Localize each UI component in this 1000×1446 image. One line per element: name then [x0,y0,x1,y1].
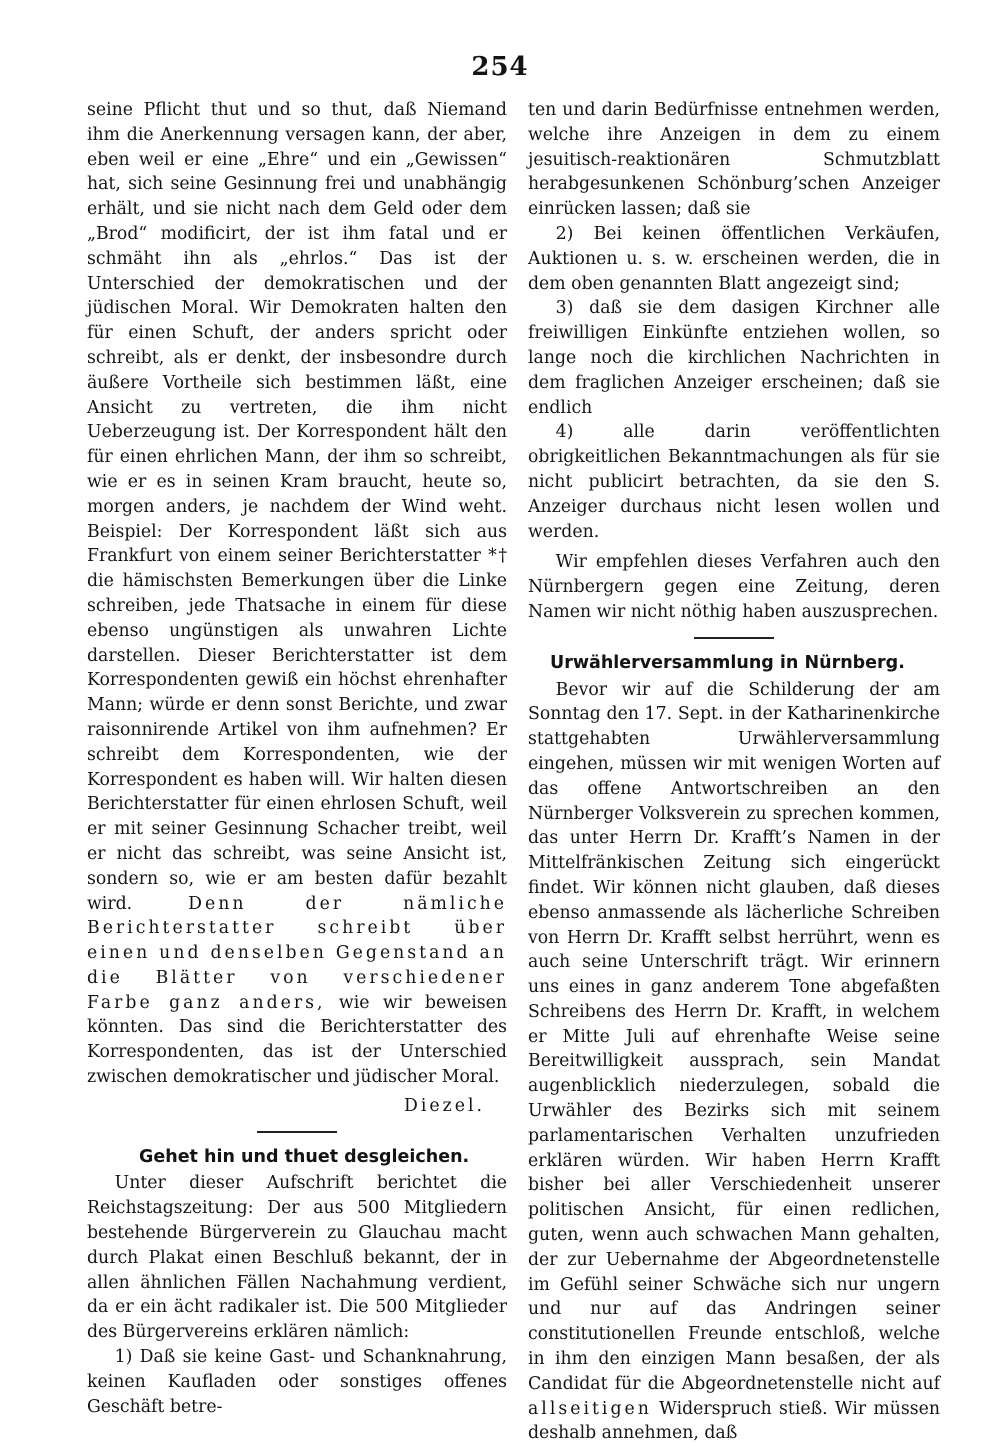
section-divider-left [257,1131,337,1133]
left-paragraph-1-spaced-text: Denn der nämliche Berichterstatter schreibt über einen und denselben Gegenstand an die Blätter von verschiedener Farbe ganz anders, [87,893,507,1013]
right-list-item-3: 3) daß sie dem dasigen Kirchner alle freiwilligen Einkünfte entziehen wollen, so lange noch die kirchlichen Nachrichten in dem fraglichen Anzeiger erscheinen; daß sie endlich [528,298,940,418]
left-paragraph-3: 1) Daß sie keine Gast- und Schanknahrung, keinen Kaufladen oder sonstiges offenes Geschäft betre- [87,1347,507,1417]
left-paragraph-1 [87,98,507,1090]
page-number: 254 [471,52,529,82]
left-paragraph-1-end-text: wie wir beweisen könnten. Das sind die Berichterstatter des Korrespondenten, das ist der Unterschied zwischen demokratischer und jüdischer Moral. [87,992,507,1088]
right-list-item-2: 2) Bei keinen öffentlichen Verkäufen, Auktionen u. s. w. erscheinen werden, die in dem oben genannten Blatt angezeigt sind; [528,223,940,294]
left-paragraph-2: Unter dieser Aufschrift berichtet die Reichstagszeitung: Der aus 500 Mitgliedern bestehende Bürgerverein zu Glauchau macht durch Plakat einen Beschluß bekannt, der in allen ähnlichen Fällen Nachahmung verdient, da er ein ächt radikaler ist. Die 500 Mitglieder des Bürgervereins erklären nämlich: [87,1173,507,1343]
right-paragraph-1: ten und darin Bedürfnisse entnehmen werden, welche ihre Anzeigen in dem zu einem jesuitisch-reaktionären Schmutzblatt herabgesunkenen Schönburg’schen Anzeiger einrücken lassen; daß sie [528,100,940,220]
right-paragraph-2: Wir empfehlen dieses Verfahren auch den Nürnbergern gegen eine Zeitung, deren Namen wir nicht nöthig haben auszusprechen. [528,552,940,622]
right-paragraph-3-text: Bevor wir auf die Schilderung der am Sonntag den 17. Sept. in der Katharinenkirche stattgehabten Urwählerversammlung eingehen, müssen wir mit wenigen Worten auf das offene Antwortschreiben an den Nürnberger Volksverein zu sprechen kommen, das unter Herrn Dr. Krafft’s Namen in der Mittelfränkischen Zeitung sich eingerückt findet. Wir können nicht glauben, daß dieses ebenso anmassende als lächerliche Schreiben von Herrn Dr. Krafft selbst herrührt, wenn es auch seine Unterschrift trägt. Wir erinnern uns eines in ganz anderem Tone abgefaßten Schreibens des Herrn Dr. Krafft, in welchem er Mitte Juli auf ehrenhafte Weise seine Bereitwilligkeit aussprach, sein Mandat augenblicklich niederzulegen, sobald die Urwähler des Bezirks sich mit seinem parlamentarischen Verhalten unzufrieden erklären würden. Wir haben Herrn Krafft bisher bei aller Verschiedenheit unserer politischen Ansicht, für einen redlichen, guten, wenn auch schwachen Mann gehalten, der zur Uebernahme der Abgeordnetenstelle im Gefühl seiner Schwäche sich nur ungern und nur auf das Andringen seiner constitutionellen Freunde entschloß, welche in ihm den einzigen Mann besaßen, der als Candidat für die Abgeordnetenstelle nicht auf [528,679,940,1394]
right-paragraph-3-end-text: Widerspruch stieß. Wir müssen deshalb annehmen, daß [528,1398,940,1444]
section-divider-right [694,637,774,639]
right-paragraph-3 [528,678,940,1446]
right-paragraph-3-spaced-text: allseitigen [528,1398,652,1419]
article-heading-left: Gehet hin und thuet desgleichen. [139,1146,470,1167]
right-column [528,98,940,1446]
author-signature: Diezel. [404,1095,485,1116]
left-column [87,98,507,1419]
article-heading-right: Urwählerversammlung in Nürnberg. [550,652,905,673]
left-paragraph-1-text: seine Pflicht thut und so thut, daß Niemand ihm die Anerkennung versagen kann, der aber, eben weil er eine „Ehre“ und ein „Gewissen“ hat, sich seine Gesinnung frei und unabhängig erhält, und sie nicht nach dem Geld oder dem „Brod“ modificirt, der ist ihm fatal und er schmäht ihn als „ehrlos.“ Das ist der Unterschied der demokratischen und der jüdischen Moral. Wir Demokraten halten den für einen Schuft, der anders spricht oder schreibt, als er denkt, der insbesondre durch äußere Vortheile sich bestimmen läßt, eine Ansicht zu vertreten, die ihm nicht Ueberzeugung ist. Der Korrespondent hält den für einen ehrlichen Mann, der ihm so schreibt, wie er es in seinen Kram braucht, heute so, morgen anders, je nachdem der Wind weht. Beispiel: Der Korrespondent läßt sich aus Frankfurt von einem seiner Berichterstatter *† die hämischsten Bemerkungen über die Linke schreiben, jede Thatsache in einem für diese ebenso ungünstigen als unwahren Lichte darstellen. Dieser Berichterstatter ist dem Korrespondenten gewiß ein höchst ehrenhafter Mann; würde er denn sonst Berichte, und zwar raisonnirende Artikel von ihm aufnehmen? Er schreibt dem Korrespondenten, wie der Korrespondent es haben will. Wir halten diesen Berichterstatter für einen ehrlosen Schuft, weil er mit seiner Gesinnung Schacher treibt, weil er nicht das schreibt, was seine Ansicht ist, sondern so, wie er am besten dafür bezahlt wird. [87,100,507,914]
right-list-item-4: 4) alle darin veröffentlichten obrigkeitlichen Bekanntmachungen als für sie nicht publicirt betrachten, da sie den S. Anzeiger durchaus nicht lesen wollen und werden. [528,422,940,542]
